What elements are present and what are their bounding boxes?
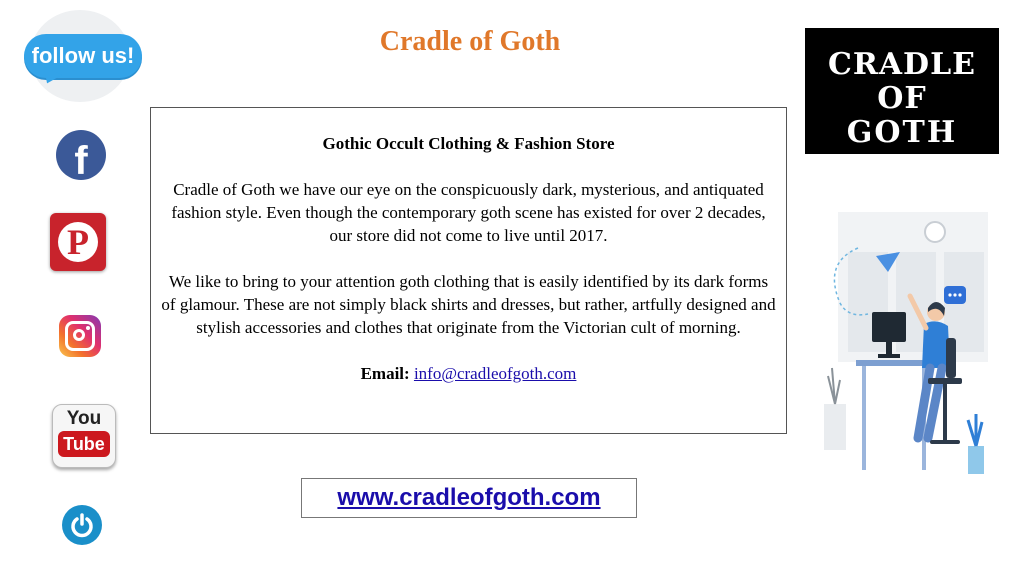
youtube-icon[interactable] xyxy=(52,404,116,468)
power-icon[interactable] xyxy=(62,505,102,545)
email-link[interactable]: info@cradleofgoth.com xyxy=(413,364,577,383)
youtube-you-text: You xyxy=(66,408,102,429)
power-symbol xyxy=(68,511,96,539)
email-label: Email: xyxy=(360,364,410,383)
website-box xyxy=(301,478,637,518)
instagram-flash xyxy=(86,326,90,330)
logo-line-2: GOTH xyxy=(846,115,958,150)
instagram-icon[interactable] xyxy=(59,315,101,357)
youtube-tube-text: Tube xyxy=(58,431,110,457)
instagram-camera-outline xyxy=(65,321,95,351)
store-info-box xyxy=(150,107,787,434)
follow-us-label: follow us! xyxy=(24,34,142,78)
description-paragraph: We like to bring to your attention goth clothing that is easily identified by its dark forms of glamour. These are not simply black shirts and dresses, but rather, artfully designed and stylish accessories and clothes that originate from the Victorian cult of morning. xyxy=(161,272,776,337)
page-title: Cradle of Goth xyxy=(379,26,561,57)
follow-us-badge[interactable] xyxy=(30,10,135,102)
facebook-icon[interactable] xyxy=(56,130,106,180)
brand-logo xyxy=(805,28,999,154)
instagram-lens xyxy=(73,329,85,341)
logo-line-1: CRADLE OF xyxy=(827,47,977,116)
intro-paragraph: Cradle of Goth we have our eye on the conspicuously dark, mysterious, and antiquated fashion style. Even though the contemporary goth scene has existed for over 2 decades, our store did not come to live until 2017. xyxy=(171,180,766,245)
pinterest-glyph: P xyxy=(58,222,98,262)
website-link[interactable]: www.cradleofgoth.com xyxy=(337,484,601,511)
email-line xyxy=(151,362,786,385)
office-worker-illustration xyxy=(818,208,994,480)
facebook-glyph: f xyxy=(74,139,88,180)
pinterest-icon[interactable] xyxy=(50,213,106,271)
store-heading: Gothic Occult Clothing & Fashion Store xyxy=(322,134,615,153)
